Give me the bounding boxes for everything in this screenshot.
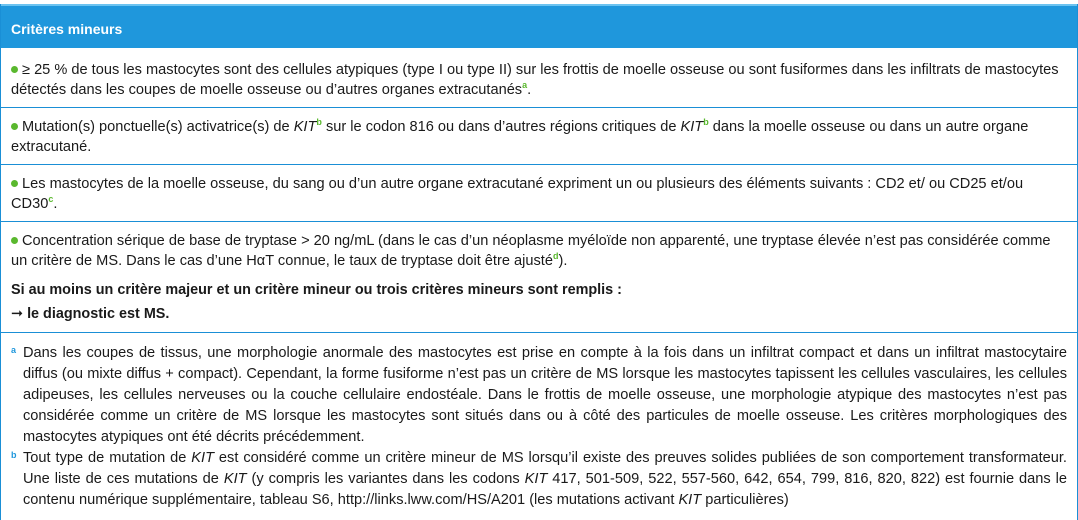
footnote-ref-c: c — [48, 194, 54, 204]
footnote-ref-a: a — [522, 80, 528, 90]
criterion-2: Mutation(s) ponctuelle(s) activatrice(s) de KIT$^b$ sur le codon 816 ou dans d’autres régions critiques de KIT$^b$ dans la moelle osseuse ou dans un autre organe extracutané. — [1, 107, 1077, 164]
footnote-ref-b: b — [703, 117, 709, 127]
bullet-icon — [11, 123, 18, 130]
gene-name: KIT — [680, 119, 704, 135]
criteria-table — [0, 4, 1078, 520]
criterion-3: Les mastocytes de la moelle osseuse, du sang ou d’un autre organe extracutané expriment un ou plusieurs des éléments suivants : CD2 et/ ou CD25 et/ou CD30$^c$. — [1, 164, 1077, 221]
footnote-ref-d: d — [552, 251, 559, 261]
criterion-4: Concentration sérique de base de tryptase > 20 ng/mL (dans le cas d’un néoplasme myéloïde non apparenté, une tryptase élevée n’est pas considérée comme un critère de MS. Dans le cas d’une HαT connue, le taux de tryptase doit être ajusté$^d$). — [1, 221, 1077, 278]
gene-name: KIT — [191, 450, 214, 466]
bullet-icon — [11, 66, 18, 73]
gene-name: KIT — [524, 471, 548, 487]
gene-name: KIT — [293, 119, 317, 135]
conclusion-result: ➞ le diagnostic est MS. — [11, 306, 170, 322]
footnote-ref-b: b — [316, 117, 322, 127]
table-header — [1, 4, 1077, 48]
criterion-1: ≥ 25 % de tous les mastocytes sont des cellules atypiques (type I ou type II) sur les frottis de moelle osseuse ou sont fusiformes dans les infiltrats de mastocytes détectés dans les coupes de moelle osseuse ou d’autres organes extracutanés$^a$. — [11, 62, 1059, 98]
bullet-icon — [11, 180, 18, 187]
footnotes — [1, 332, 1077, 511]
arrow-icon: ➞ — [11, 306, 24, 322]
criterion-4-text: Concentration sérique de base de tryptase > 20 ng/mL (dans le cas d’un néoplasme myéloïde non apparenté, une tryptase élevée n’est pas considérée comme un critère de MS. Dans le cas d’une HαT connue, le taux de tryptase doit être ajusté — [11, 233, 1051, 269]
gene-name: KIT — [678, 492, 702, 508]
conclusion — [1, 278, 1077, 326]
footnote-a: a Dans les coupes de tissus, une morphologie anormale des mastocytes est prise en compte à la fois dans un infiltrat compact et dans un infiltrat mastocytaire diffus (ou mixte diffus + compact). Cependant, la forme fusiforme n’est pas un critère de MS lorsque les mastocytes tapissent les cellules vasculaires, les cellules adipeuses, les cellules nerveuses ou la couche cellulaire endostéale. Dans le frottis de moelle osseuse, une morphologie atypique des mastocytes n’est pas considérée comme un critère de MS lorsque les mastocytes sont situés dans ou à côté des particules de moelle osseuse. Les critères morphologiques des mastocytes atypiques ont été décrits précédemment. — [11, 345, 1067, 445]
criterion-1-text: ≥ 25 % de tous les mastocytes sont des cellules atypiques (type I ou type II) sur les frottis de moelle osseuse ou sont fusiformes dans les infiltrats de mastocytes détectés dans les coupes de moelle osseuse ou d’autres organes extracutanés — [11, 62, 1059, 98]
criterion-3-text: Les mastocytes de la moelle osseuse, du sang ou d’un autre organe extracutané expriment un ou plusieurs des éléments suivants : CD2 et/ ou CD25 et/ou CD30 — [11, 176, 1024, 212]
header-title: Critères mineurs — [11, 21, 123, 37]
bullet-icon — [11, 237, 18, 244]
conclusion-rule: Si au moins un critère majeur et un critère mineur ou trois critères mineurs sont remplis : — [11, 282, 622, 298]
gene-name: KIT — [223, 471, 247, 487]
footnote-b: b Tout type de mutation de KIT est considéré comme un critère mineur de MS lorsqu’il existe des preuves solides publiées de son comportement transformateur. Une liste de ces mutations de KIT (y compris les variantes dans les codons KIT 417, 501-509, 522, 557-560, 642, 654, 799, 816, 820, 822) est fournie dans le contenu numérique supplémentaire, tableau S6, http://links.lww.com/HS/A201 (les mutations activant KIT particulières) — [11, 450, 1068, 508]
